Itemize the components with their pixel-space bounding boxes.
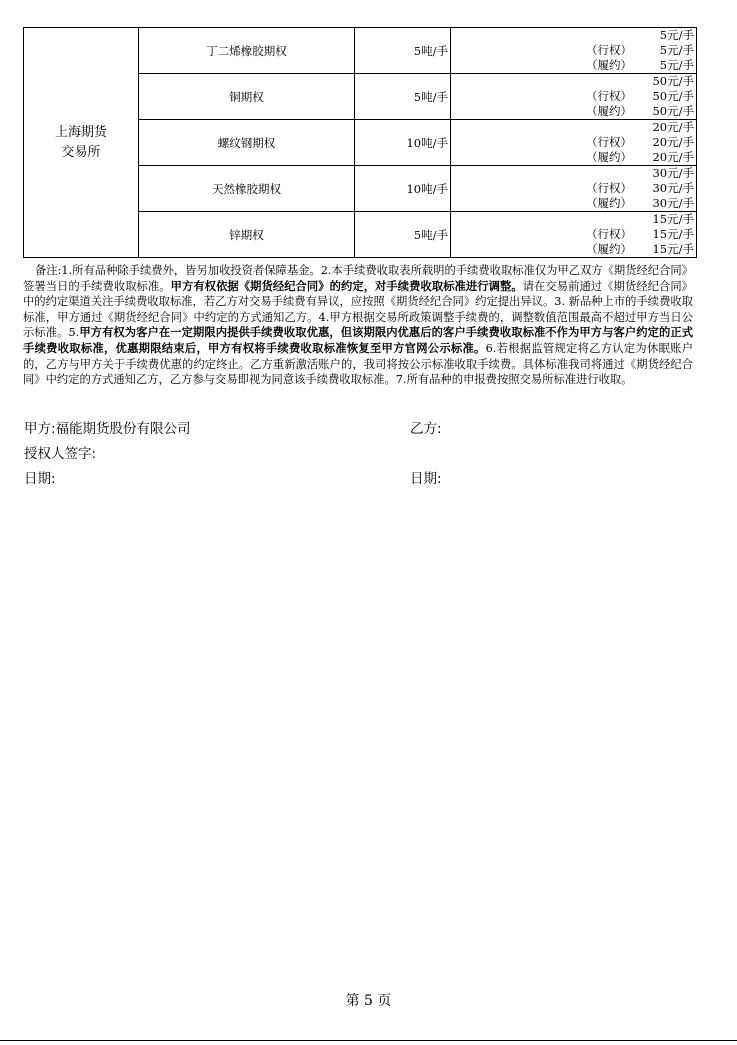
fee-label: （行权）	[586, 135, 632, 149]
fee-value: 50元/手	[652, 74, 694, 88]
fee-value: 5元/手	[659, 28, 694, 42]
fee-line	[451, 58, 696, 73]
contract-unit: 10吨/手	[355, 120, 451, 166]
fee-line	[451, 104, 696, 119]
notes-bold-1: 甲方有权依据《期货经纪合同》的约定，对手续费收取标准进行调整。	[170, 278, 523, 293]
table-row	[24, 28, 697, 74]
fee-value: 30元/手	[652, 196, 694, 210]
fee-line	[451, 28, 696, 43]
fee-line	[451, 74, 696, 89]
fee-line	[451, 196, 696, 211]
party-b: 乙方:	[410, 421, 442, 437]
contract-unit: 5吨/手	[355, 28, 451, 74]
notes	[23, 263, 693, 388]
product-name: 锌期权	[139, 212, 355, 258]
notes-text-1: 备注:1.所有品种除手续费外，皆另加收投资者保障基金。2.本手续费收取表所载明的手续费收取标准仅为甲乙双方《期货经纪合同》签署当日的手续费收取标准。	[23, 264, 693, 293]
fee-line	[451, 212, 696, 227]
fee-label: （履约）	[586, 150, 632, 164]
notes-bold-2: 甲方有权为客户在一定期限内提供手续费收取优惠，但该期限内优惠后的客户手续费收取标准不作为甲方与客户约定的正式手续费收取标准，优惠期限结束后，甲方有权将手续费收取标准恢复至甲方官网公示标准。	[23, 325, 693, 355]
fee-line	[451, 242, 696, 257]
fee-value: 30元/手	[652, 181, 694, 195]
fee-cell	[451, 74, 697, 120]
fee-line	[451, 120, 696, 135]
date-b: 日期:	[410, 471, 442, 487]
fee-value: 20元/手	[652, 150, 694, 164]
fee-value: 15元/手	[652, 212, 694, 226]
fee-value: 50元/手	[652, 104, 694, 118]
notes-text-2: 请在交易前通过《期货经纪合同》中的约定渠道关注手续费收取标准，若乙方对交易手续费有异议，应按照《期货经纪合同》约定提出异议。3. 新品种上市的手续费收取标准，甲方通过《期货经纪合同》中约定的方式通知乙方。4.甲方根据交易所政策调整手续费的，调整数值范围最高不超过甲方当日公示标准。5.	[23, 279, 693, 340]
fee-line	[451, 181, 696, 196]
date-a: 日期:	[24, 471, 56, 487]
product-name: 铜期权	[139, 74, 355, 120]
fee-value: 5元/手	[659, 58, 694, 72]
fee-label: （履约）	[586, 196, 632, 210]
fee-line	[451, 227, 696, 242]
exchange-cell	[24, 28, 139, 258]
fee-value: 15元/手	[652, 242, 694, 256]
fee-value: 5元/手	[659, 43, 694, 57]
fee-label: （履约）	[586, 58, 632, 72]
fee-value: 20元/手	[652, 135, 694, 149]
fee-value: 50元/手	[652, 89, 694, 103]
fee-line	[451, 166, 696, 181]
notes-text-3: 6.若根据监管规定将乙方认定为休眠账户的，乙方与甲方关于手续费优惠的约定终止。乙方重新激活账户的，我司将按公示标准收取手续费。具体标准我司将通过《期货经纪合同》中约定的方式通知乙方，乙方参与交易即视为同意该手续费收取标准。7.所有品种的申报费按照交易所标准进行收取。	[23, 341, 693, 387]
fee-cell	[451, 120, 697, 166]
page-number: 第 5 页	[345, 993, 392, 1009]
fee-label: （行权）	[586, 89, 632, 103]
fee-label: （行权）	[586, 43, 632, 57]
fee-cell	[451, 212, 697, 258]
party-a: 甲方:福能期货股份有限公司	[24, 421, 191, 437]
authorized-signer: 授权人签字:	[24, 446, 97, 462]
fee-label: （履约）	[586, 104, 632, 118]
product-name: 螺纹钢期权	[139, 120, 355, 166]
fee-line	[451, 43, 696, 58]
contract-unit: 10吨/手	[355, 166, 451, 212]
fee-value: 15元/手	[652, 227, 694, 241]
fee-cell	[451, 28, 697, 74]
exchange-name-line: 上海期货	[54, 124, 107, 140]
fee-line	[451, 150, 696, 165]
contract-unit: 5吨/手	[355, 74, 451, 120]
product-name: 天然橡胶期权	[139, 166, 355, 212]
fee-value: 20元/手	[652, 120, 694, 134]
product-name: 丁二烯橡胶期权	[139, 28, 355, 74]
fee-label: （行权）	[586, 181, 632, 195]
fee-cell	[451, 166, 697, 212]
exchange-name-line: 交易所	[61, 144, 101, 160]
contract-unit: 5吨/手	[355, 212, 451, 258]
fee-line	[451, 135, 696, 150]
fee-label: （行权）	[586, 227, 632, 241]
fee-line	[451, 89, 696, 104]
bottom-rule	[0, 1040, 737, 1041]
fee-table	[23, 27, 697, 258]
fee-value: 30元/手	[652, 166, 694, 180]
fee-label: （履约）	[586, 242, 632, 256]
